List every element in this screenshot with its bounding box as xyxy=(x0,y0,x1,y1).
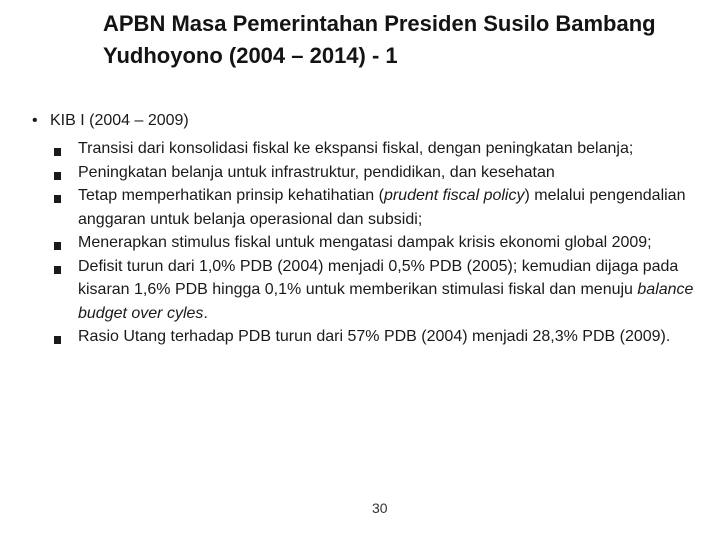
dash-bullet-icon xyxy=(54,172,61,180)
page-number: 30 xyxy=(372,500,388,516)
sub-bullet-list xyxy=(54,137,694,349)
main-bullet-label: KIB I (2004 – 2009) xyxy=(50,112,189,129)
slide-title: APBN Masa Pemerintahan Presiden Susilo Bambang Yudhoyono (2004 – 2014) - 1 xyxy=(103,11,656,68)
list-item xyxy=(54,255,694,326)
dash-bullet-icon xyxy=(54,148,61,156)
list-item-text: Rasio Utang terhadap PDB turun dari 57% PDB (2004) menjadi 28,3% PDB (2009). xyxy=(78,328,671,345)
list-item-text: Menerapkan stimulus fiskal untuk mengatasi dampak krisis ekonomi global 2009; xyxy=(78,234,652,251)
list-item-text: Defisit turun dari 1,0% PDB (2004) menjadi 0,5% PDB (2005); kemudian dijaga pada kisaran 1,6% PDB hingga 0,1% untuk memberikan stimulasi fiskal dan menuju balance budget over cyles. xyxy=(78,257,694,322)
list-item xyxy=(54,161,694,185)
dash-bullet-icon xyxy=(54,336,61,344)
list-item-text: Transisi dari konsolidasi fiskal ke ekspansi fiskal, dengan peningkatan belanja; xyxy=(78,140,634,157)
bullet-dot-icon: • xyxy=(32,112,38,129)
dash-bullet-icon xyxy=(54,195,61,203)
dash-bullet-icon xyxy=(54,242,61,250)
dash-bullet-icon xyxy=(54,266,61,274)
list-item-text: Peningkatan belanja untuk infrastruktur, pendidikan, dan kesehatan xyxy=(78,163,555,181)
list-item xyxy=(54,231,694,255)
list-item xyxy=(54,137,694,161)
list-item xyxy=(54,184,694,231)
list-item xyxy=(54,325,694,349)
list-item-text: Tetap memperhatikan prinsip kehatihatian (prudent fiscal policy) melalui pengendalian anggaran untuk belanja operasional dan subsidi; xyxy=(78,187,686,228)
